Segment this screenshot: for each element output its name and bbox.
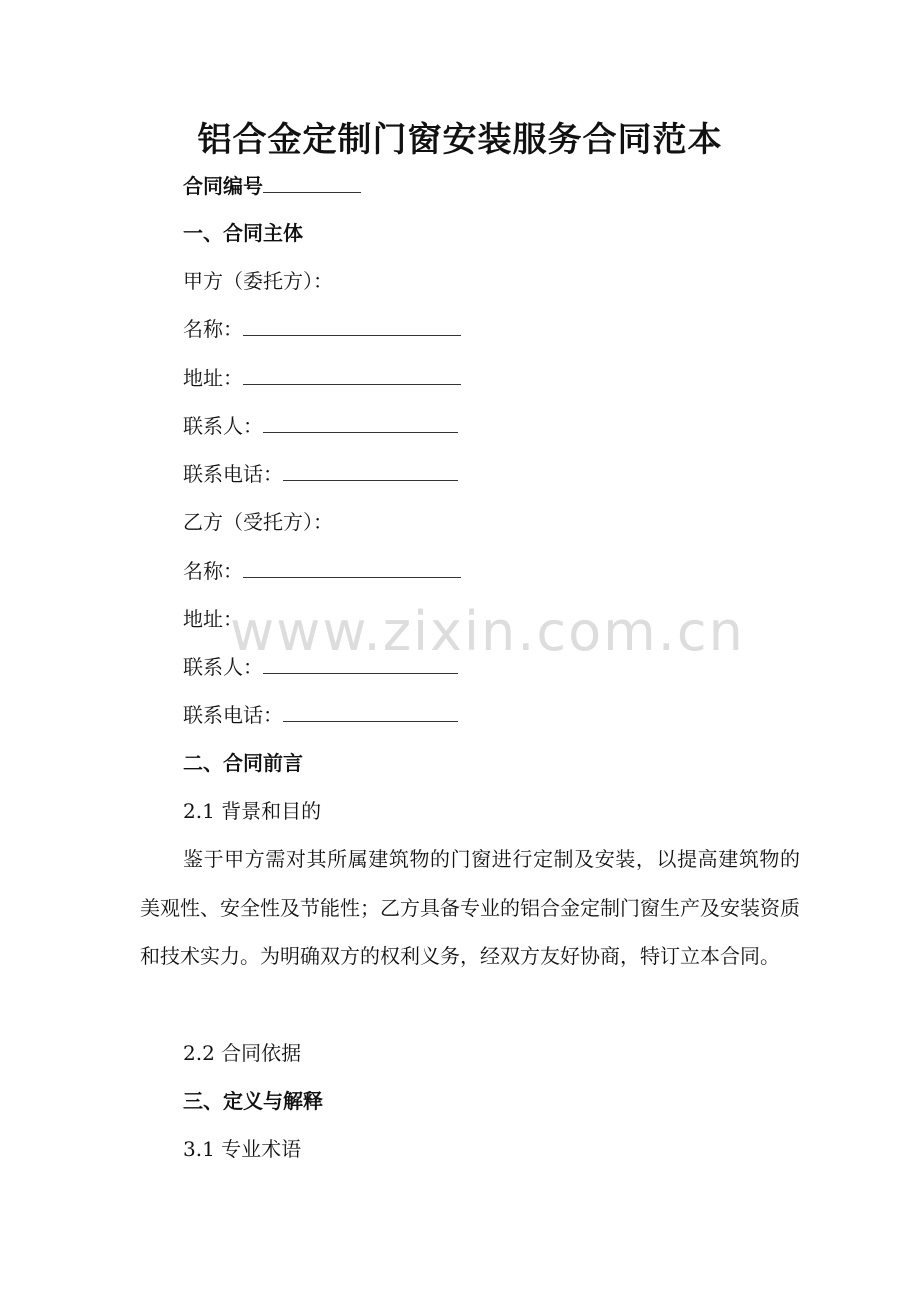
party-a-contact-field[interactable]: [263, 412, 458, 433]
party-b-name-row: [183, 557, 461, 585]
party-a-header: 甲方（委托方）：: [183, 269, 333, 293]
party-a-contact-label: 联系人：: [183, 414, 263, 438]
party-a-phone-field[interactable]: [283, 460, 458, 481]
party-a-name-row: [183, 315, 461, 343]
document-title: 铝合金定制门窗安装服务合同范本: [197, 120, 723, 160]
party-a-phone-row: [183, 460, 458, 488]
party-a-phone-label: 联系电话：: [183, 462, 283, 486]
party-a-contact-row: [183, 412, 458, 440]
party-b-phone-row: [183, 701, 458, 729]
party-b-address-row: [183, 605, 243, 633]
section-1-heading: 一、合同主体: [183, 221, 303, 245]
party-a-name-field[interactable]: [243, 315, 461, 336]
party-b-contact-label: 联系人：: [183, 655, 263, 679]
party-b-address-label: 地址：: [183, 607, 243, 631]
subsection-2-2: 2.2 合同依据: [183, 1041, 302, 1065]
watermark: www.zixin.com.cn: [230, 600, 745, 663]
party-b-name-label: 名称：: [183, 559, 243, 583]
party-a-address-field[interactable]: [243, 364, 461, 385]
party-b-phone-field[interactable]: [283, 701, 458, 722]
party-b-contact-field[interactable]: [263, 653, 458, 674]
preamble-paragraph: 鉴于甲方需对其所属建筑物的门窗进行定制及安装，以提高建筑物的美观性、安全性及节能性；乙方具备专业的铝合金定制门窗生产及安装资质和技术实力。为明确双方的权利义务，经双方友好协商，特订立本合同。: [140, 847, 800, 968]
section-2-heading: 二、合同前言: [183, 751, 303, 775]
subsection-2-1: 2.1 背景和目的: [183, 799, 322, 823]
party-b-phone-label: 联系电话：: [183, 703, 283, 727]
subsection-3-1: 3.1 专业术语: [183, 1137, 302, 1161]
section-3-heading: 三、定义与解释: [183, 1089, 323, 1113]
party-b-header: 乙方（受托方）：: [183, 510, 333, 534]
party-a-address-row: [183, 364, 461, 392]
party-b-name-field[interactable]: [243, 557, 461, 578]
contract-number-label: 合同编号: [183, 174, 263, 198]
contract-number-field[interactable]: [263, 172, 361, 193]
party-a-name-label: 名称：: [183, 317, 243, 341]
party-b-contact-row: [183, 653, 458, 681]
contract-number-row: [183, 172, 361, 200]
party-a-address-label: 地址：: [183, 366, 243, 390]
